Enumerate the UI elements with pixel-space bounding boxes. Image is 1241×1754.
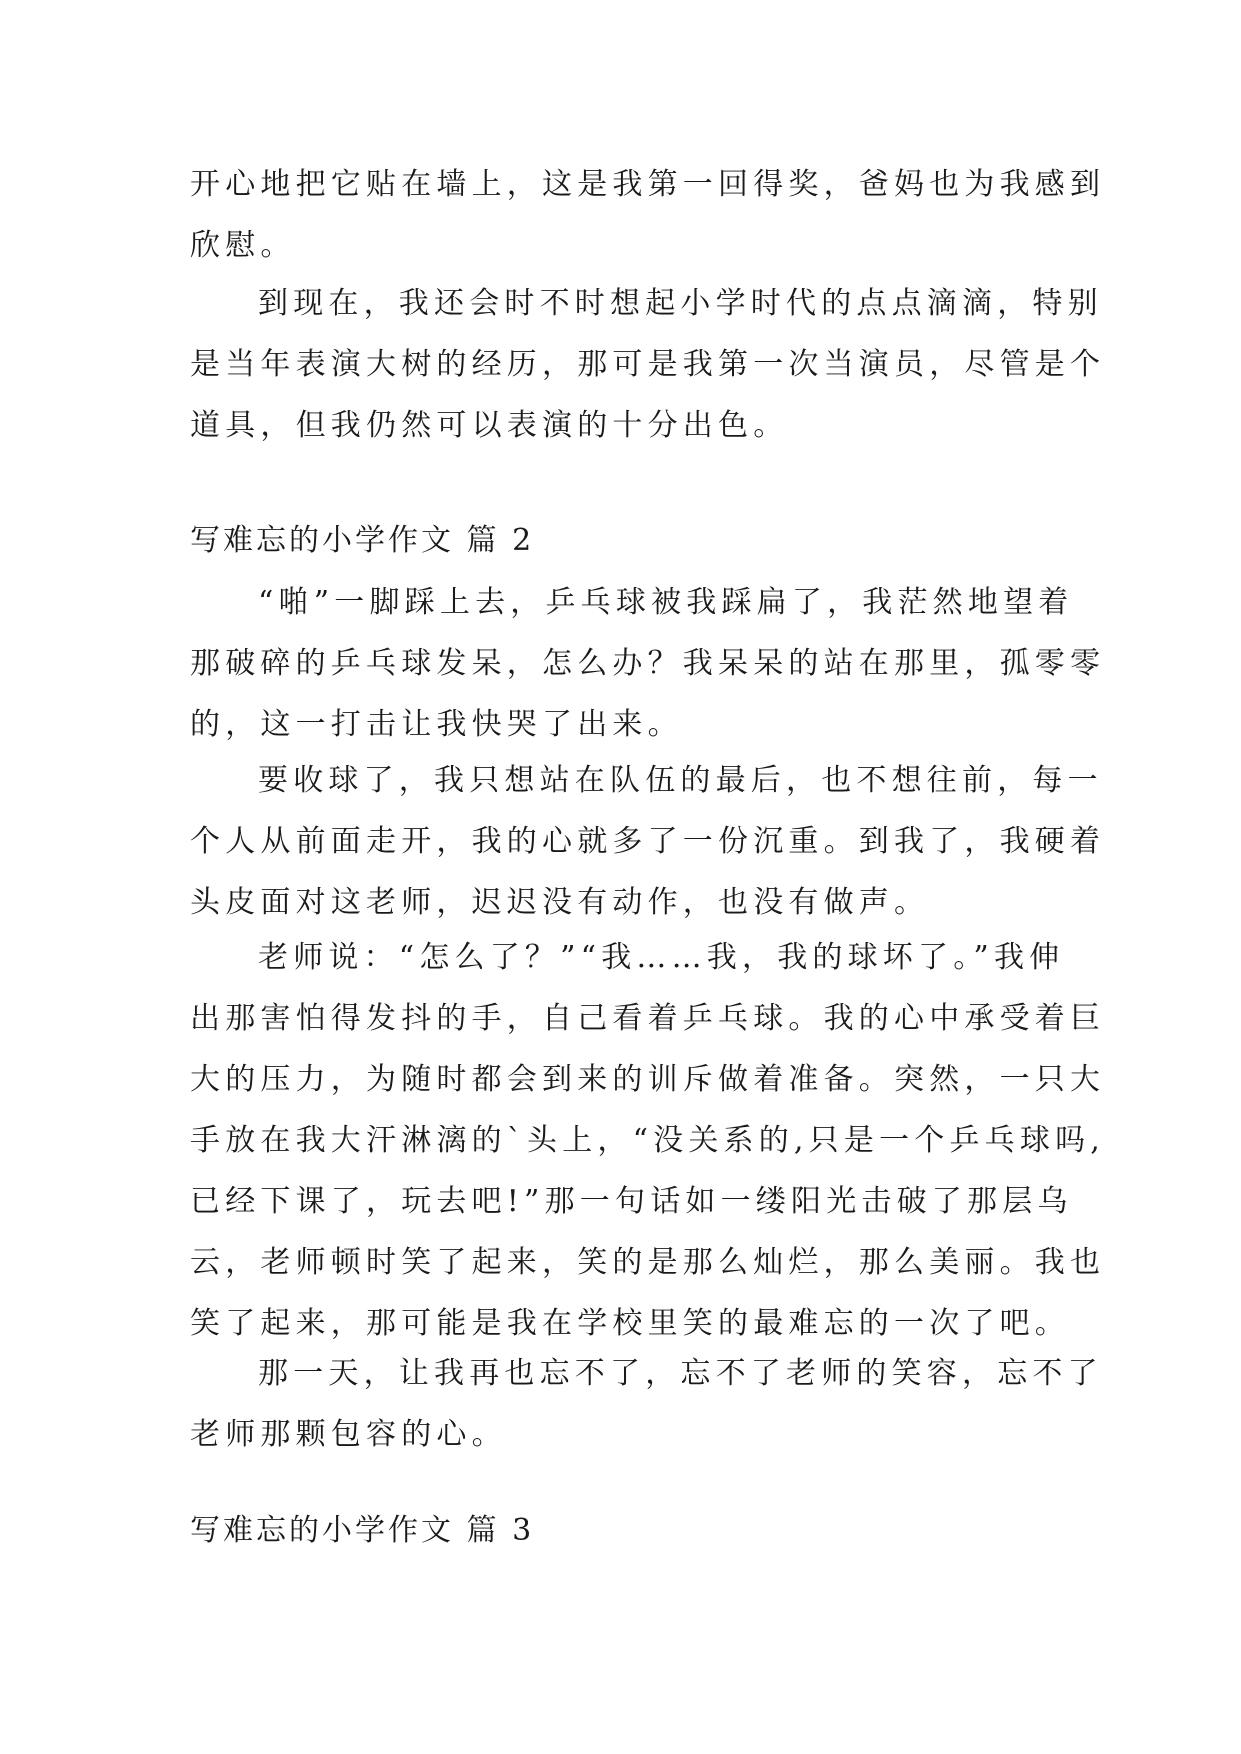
text-line: 那破碎的乒乓球发呆，怎么办？我呆呆的站在那里，孤零零 [190,646,1106,681]
text-line: 道具，但我仍然可以表演的十分出色。 [190,408,789,443]
text-line: 云，老师顿时笑了起来，笑的是那么灿烂，那么美丽。我也 [190,1245,1106,1280]
text-line: 是当年表演大树的经历，那可是我第一次当演员，尽管是个 [190,347,1106,382]
paragraph [190,273,1106,456]
paragraph [190,572,1106,755]
text-line: 手放在我大汗淋漓的`头上，“没关系的,只是一个乒乓球吗, [190,1123,1106,1158]
text-line: 头皮面对这老师，迟迟没有动作，也没有做声。 [190,885,930,920]
text-line: 开心地把它贴在墙上，这是我第一回得奖，爸妈也为我感到 [190,167,1106,202]
text-line: 欣慰。 [190,228,296,263]
section-heading: 写难忘的小学作文 篇 2 [190,523,535,558]
text-line: 大的压力，为随时都会到来的训斥做着准备。突然，一只大 [190,1062,1106,1097]
section-heading: 写难忘的小学作文 篇 3 [190,1513,535,1548]
paragraph [190,1343,1103,1465]
text-line: 的，这一打击让我快哭了出来。 [190,707,683,742]
paragraph-continuation [190,154,1106,276]
text-line: “啪”一脚踩上去，乒乓球被我踩扁了，我茫然地望着 [258,585,1074,620]
text-line: 老师说：“怎么了？”“我……我，我的球坏了。”我伸 [258,940,1065,975]
text-line: 要收球了，我只想站在队伍的最后，也不想往前，每一 [258,763,1103,798]
text-line: 已经下课了，玩去吧!”那一句话如一缕阳光击破了那层乌 [190,1184,1073,1219]
text-line: 老师那颗包容的心。 [190,1417,507,1452]
text-line: 那一天，让我再也忘不了，忘不了老师的笑容，忘不了 [258,1356,1103,1391]
paragraph [190,750,1106,933]
paragraph [190,927,1106,1354]
text-line: 出那害怕得发抖的手，自己看着乒乓球。我的心中承受着巨 [190,1001,1106,1036]
text-line: 到现在，我还会时不时想起小学时代的点点滴滴，特别 [258,286,1103,321]
text-line: 笑了起来，那可能是我在学校里笑的最难忘的一次了吧。 [190,1306,1070,1341]
text-line: 个人从前面走开，我的心就多了一份沉重。到我了，我硬着 [190,824,1106,859]
